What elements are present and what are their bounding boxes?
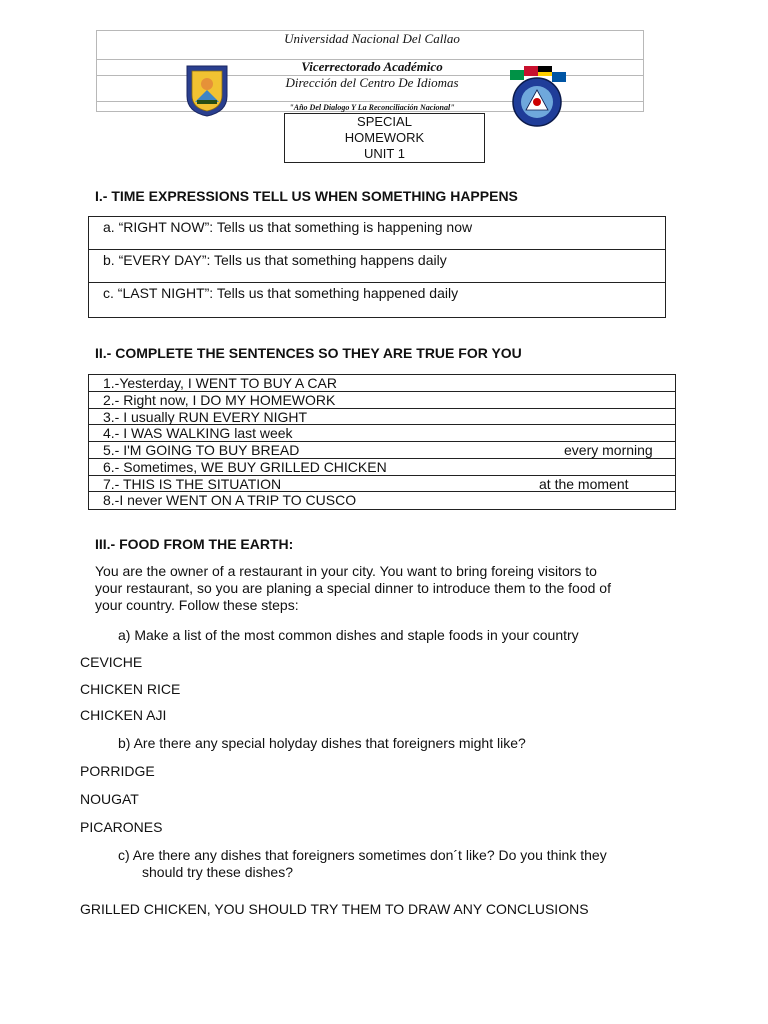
- language-center-direction: Dirección del Centro De Idiomas: [285, 75, 459, 90]
- question-c-line: should try these dishes?: [142, 864, 293, 880]
- intro-paragraph: [95, 563, 611, 614]
- sentence-text: 6.- Sometimes, WE BUY GRILLED CHICKEN: [103, 458, 387, 475]
- table-row: [89, 492, 675, 509]
- title-line-special: SPECIAL: [357, 114, 412, 129]
- table-row: a. “RIGHT NOW”: Tells us that something is happening now: [89, 217, 665, 250]
- title-line-unit: UNIT 1: [364, 146, 405, 161]
- sentence-text: 7.- THIS IS THE SITUATION: [103, 475, 282, 492]
- sentence-text: 1.-Yesterday, I WENT TO BUY A CAR: [103, 375, 337, 391]
- answer-c: GRILLED CHICKEN, YOU SHOULD TRY THEM TO DRAW ANY CONCLUSIONS: [80, 901, 589, 917]
- answer-a-item: CHICKEN RICE: [80, 681, 181, 697]
- intro-line: your restaurant, so you are planing a special dinner to introduce them to the food of: [95, 580, 611, 596]
- table-row: b. “EVERY DAY”: Tells us that something happens daily: [89, 250, 665, 283]
- sentence-extra: every morning: [564, 442, 653, 458]
- time-expressions-table: [88, 216, 666, 318]
- year-motto: "Año Del Dialogo Y La Reconciliación Nacional": [289, 103, 455, 112]
- sentence-text: 5.- I'M GOING TO BUY BREAD: [103, 442, 300, 458]
- sentence-text: 2.- Right now, I DO MY HOMEWORK: [103, 391, 336, 408]
- table-row: [89, 425, 675, 442]
- vice-rectorate: Vicerrectorado Académico: [301, 59, 443, 74]
- title-line-homework: HOMEWORK: [344, 130, 425, 145]
- table-row: [89, 442, 675, 459]
- table-row: [89, 375, 675, 392]
- sentence-text: 4.- I WAS WALKING last week: [103, 425, 293, 442]
- sentence-extra: at the moment: [539, 475, 629, 492]
- language-center-logo-icon: [504, 64, 570, 130]
- answer-b-item: PORRIDGE: [80, 763, 155, 779]
- table-row: [89, 392, 675, 409]
- section-1-title: I.- TIME EXPRESSIONS TELL US WHEN SOMETHING HAPPENS: [95, 188, 518, 204]
- sentence-text: 8.-I never WENT ON A TRIP TO CUSCO: [103, 492, 357, 509]
- question-b: b) Are there any special holyday dishes that foreigners might like?: [118, 735, 526, 751]
- question-a: a) Make a list of the most common dishes and staple foods in your country: [118, 627, 579, 643]
- intro-line: You are the owner of a restaurant in your city. You want to bring foreing visitors to: [95, 563, 597, 579]
- table-row: [89, 409, 675, 426]
- university-seal-icon: [183, 62, 231, 118]
- answer-a-item: CEVICHE: [80, 654, 143, 670]
- table-row: [89, 476, 675, 493]
- homework-title-box: [284, 113, 485, 163]
- question-c: [118, 847, 607, 881]
- section-2-title: II.- COMPLETE THE SENTENCES SO THEY ARE TRUE FOR YOU: [95, 345, 522, 361]
- sentence-text: 3.- I usually RUN EVERY NIGHT: [103, 408, 308, 425]
- answer-b-item: PICARONES: [80, 819, 163, 835]
- section-3-title: III.- FOOD FROM THE EARTH:: [95, 536, 294, 552]
- answer-b-item: NOUGAT: [80, 791, 139, 807]
- complete-sentences-table: [88, 374, 676, 510]
- question-c-line: c) Are there any dishes that foreigners sometimes don´t like? Do you think they: [118, 847, 607, 863]
- answer-a-item: CHICKEN AJI: [80, 707, 167, 723]
- table-row: c. “LAST NIGHT”: Tells us that something happened daily: [103, 285, 459, 301]
- university-name: Universidad Nacional Del Callao: [284, 31, 460, 46]
- table-row: [89, 459, 675, 476]
- intro-line: your country. Follow these steps:: [95, 597, 299, 613]
